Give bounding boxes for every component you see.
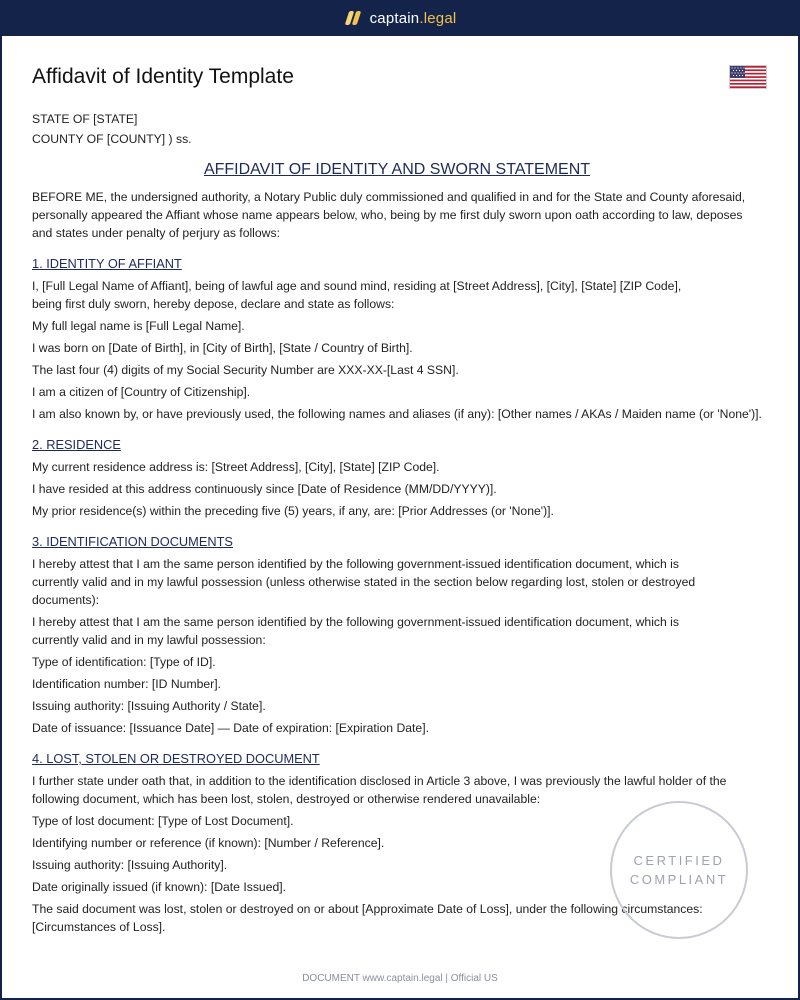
paragraph: Type of lost document: [Type of Lost Document].: [32, 814, 294, 828]
brand-tld: .legal: [419, 9, 457, 27]
section-heading-identification: 3. IDENTIFICATION DOCUMENTS: [32, 534, 233, 549]
paragraph: My full legal name is [Full Legal Name].: [32, 319, 245, 333]
paragraph: I have resided at this address continuously since [Date of Residence (MM/DD/YYYY)].: [32, 482, 497, 496]
paragraph: The last four (4) digits of my Social Security Number are XXX-XX-[Last 4 SSN].: [32, 363, 459, 377]
paragraph: I am a citizen of [Country of Citizenship].: [32, 385, 251, 399]
paragraph: Identification number: [ID Number].: [32, 677, 221, 691]
paragraph: I was born on [Date of Birth], in [City of Birth], [State / Country of Birth].: [32, 341, 413, 355]
section-heading-residence: 2. RESIDENCE: [32, 437, 121, 452]
paragraph: Date originally issued (if known): [Date Issued].: [32, 880, 287, 894]
paragraph: I, [Full Legal Name of Affiant], being of lawful age and sound mind, residing at [Street Address], [City], [State] [ZIP Code], being first duly sworn, hereby depose, declare and state as follows:: [32, 279, 682, 311]
paragraph: Identifying number or reference (if known): [Number / Reference].: [32, 836, 385, 850]
paragraph: Issuing authority: [Issuing Authority].: [32, 858, 228, 872]
paragraph: I hereby attest that I am the same person identified by the following government-issued identification document, which is currently valid and in my lawful possession (unless otherwise stated in the section below regarding lost, stolen or destroyed documents):: [32, 557, 696, 607]
section-heading-lost-document: 4. LOST, STOLEN OR DESTROYED DOCUMENT: [32, 751, 320, 766]
paragraph: My prior residence(s) within the preceding five (5) years, if any, are: [Prior Addresses (or 'None')].: [32, 504, 554, 518]
paragraph: I further state under oath that, in addition to the identification disclosed in Article 3 above, I was previously the lawful holder of the following document, which has been lost, stolen, destroyed or otherwise rendered unavailable:: [32, 774, 727, 806]
section-heading-identity: 1. IDENTITY OF AFFIANT: [32, 256, 182, 271]
stamp-line-1: CERTIFIED: [633, 853, 725, 868]
paragraph: Date of issuance: [Issuance Date] — Date of expiration: [Expiration Date].: [32, 721, 429, 735]
paragraph: I hereby attest that I am the same person identified by the following government-issued identification document, which is currently valid and in my lawful possession:: [32, 615, 679, 647]
top-bar: [0, 0, 800, 36]
captain-legal-logo-icon: [344, 10, 362, 26]
page-title: Affidavit of Identity Template: [32, 65, 294, 88]
paragraph: The said document was lost, stolen or destroyed on or about [Approximate Date of Loss], under the following circumstances: [Circumstances of Loss].: [32, 902, 703, 934]
affidavit-body: [32, 109, 762, 940]
us-flag-icon: [729, 65, 767, 89]
brand-name: captain: [369, 9, 420, 27]
paragraph: Type of identification: [Type of ID].: [32, 655, 216, 669]
intro-paragraph: BEFORE ME, the undersigned authority, a Notary Public duly commissioned and qualified in and for the State and County aforesaid, personally appeared the Affiant whose name appears below, who, being by me first duly sworn upon oath according to law, deposes and states under penalty of perjury as follows:: [32, 190, 746, 240]
footer-text: DOCUMENT www.captain.legal | Official US: [302, 973, 498, 984]
paragraph: My current residence address is: [Street Address], [City], [State] [ZIP Code].: [32, 460, 440, 474]
paragraph: I am also known by, or have previously used, the following names and aliases (if any): [Other names / AKAs / Maiden name (or 'None')].: [32, 407, 762, 421]
county-line: COUNTY OF [COUNTY] ) ss.: [32, 132, 192, 146]
affidavit-heading: AFFIDAVIT OF IDENTITY AND SWORN STATEMENT: [203, 161, 591, 178]
brand[interactable]: [344, 10, 457, 27]
stamp-line-2: COMPLIANT: [629, 872, 729, 887]
state-line: STATE OF [STATE]: [32, 112, 138, 126]
paragraph: Issuing authority: [Issuing Authority / State].: [32, 699, 266, 713]
